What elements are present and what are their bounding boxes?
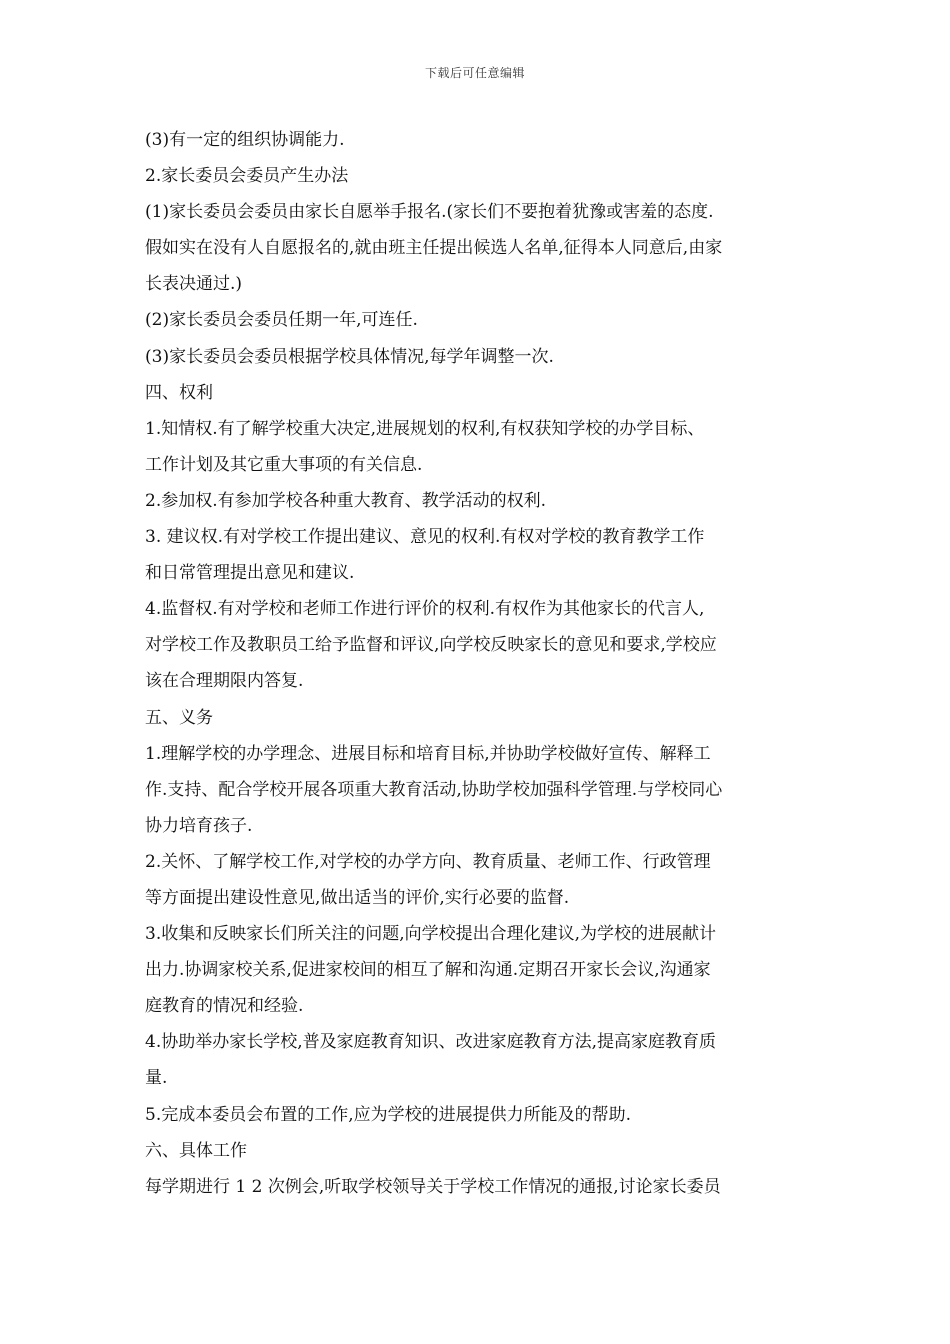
text-line: 4.协助举办家长学校,普及家庭教育知识、改进家庭教育方法,提高家庭教育质 xyxy=(145,1032,717,1053)
page-header: 下载后可任意编辑 xyxy=(424,66,525,80)
text-line: 长表决通过.) xyxy=(145,274,243,295)
text-line: (3)有一定的组织协调能力. xyxy=(145,130,345,150)
text-line: (1)家长委员会委员由家长自愿举手报名.(家长们不要抱着犹豫或害羞的态度. xyxy=(145,202,714,223)
text-line: 1.知情权.有了解学校重大决定,进展规划的权利,有权获知学校的办学目标、 xyxy=(145,418,705,439)
text-line: 量. xyxy=(145,1068,168,1089)
text-line: 2.家长委员会委员产生办法 xyxy=(145,166,349,187)
text-line: 4.监督权.有对学校和老师工作进行评价的权利.有权作为其他家长的代言人, xyxy=(145,599,705,620)
text-line: 该在合理期限内答复. xyxy=(145,671,304,692)
text-line: 等方面提出建设性意见,做出适当的评价,实行必要的监督. xyxy=(145,887,570,908)
text-line: 2.参加权.有参加学校各种重大教育、教学活动的权利. xyxy=(145,490,547,511)
text-line: 协力培育孩子. xyxy=(145,815,253,836)
text-line: 3. 建议权.有对学校工作提出建议、意见的权利.有权对学校的教育教学工作 xyxy=(145,527,705,548)
text-line: 对学校工作及教职员工给予监督和评议,向学校反映家长的意见和要求,学校应 xyxy=(145,635,717,656)
text-line: 2.关怀、了解学校工作,对学校的办学方向、教育质量、老师工作、行政管理 xyxy=(145,851,711,872)
text-line: 四、权利 xyxy=(145,382,213,403)
text-line: 每学期进行 1 2 次例会,听取学校领导关于学校工作情况的通报,讨论家长委员 xyxy=(145,1176,721,1197)
text-line: 假如实在没有人自愿报名的,就由班主任提出候选人名单,征得本人同意后,由家 xyxy=(145,238,723,259)
text-line: (2)家长委员会委员任期一年,可连任. xyxy=(145,310,418,331)
text-line: 1.理解学校的办学理念、进展目标和培育目标,并协助学校做好宣传、解释工 xyxy=(145,743,711,764)
text-line: 3.收集和反映家长们所关注的问题,向学校提出合理化建议,为学校的进展献计 xyxy=(145,924,717,945)
text-line: 出力.协调家校关系,促进家校间的相互了解和沟通.定期召开家长会议,沟通家 xyxy=(145,960,711,981)
document-body xyxy=(145,122,810,1205)
text-line: 五、义务 xyxy=(145,707,213,728)
text-line: 作.支持、配合学校开展各项重大教育活动,协助学校加强科学管理.与学校同心 xyxy=(145,779,723,800)
text-line: 六、具体工作 xyxy=(145,1140,247,1161)
text-line: 庭教育的情况和经验. xyxy=(145,996,304,1017)
text-line: 5.完成本委员会布置的工作,应为学校的进展提供力所能及的帮助. xyxy=(145,1104,632,1125)
text-line: 和日常管理提出意见和建议. xyxy=(145,563,355,584)
text-line: (3)家长委员会委员根据学校具体情况,每学年调整一次. xyxy=(145,346,554,367)
text-line: 工作计划及其它重大事项的有关信息. xyxy=(145,454,423,475)
